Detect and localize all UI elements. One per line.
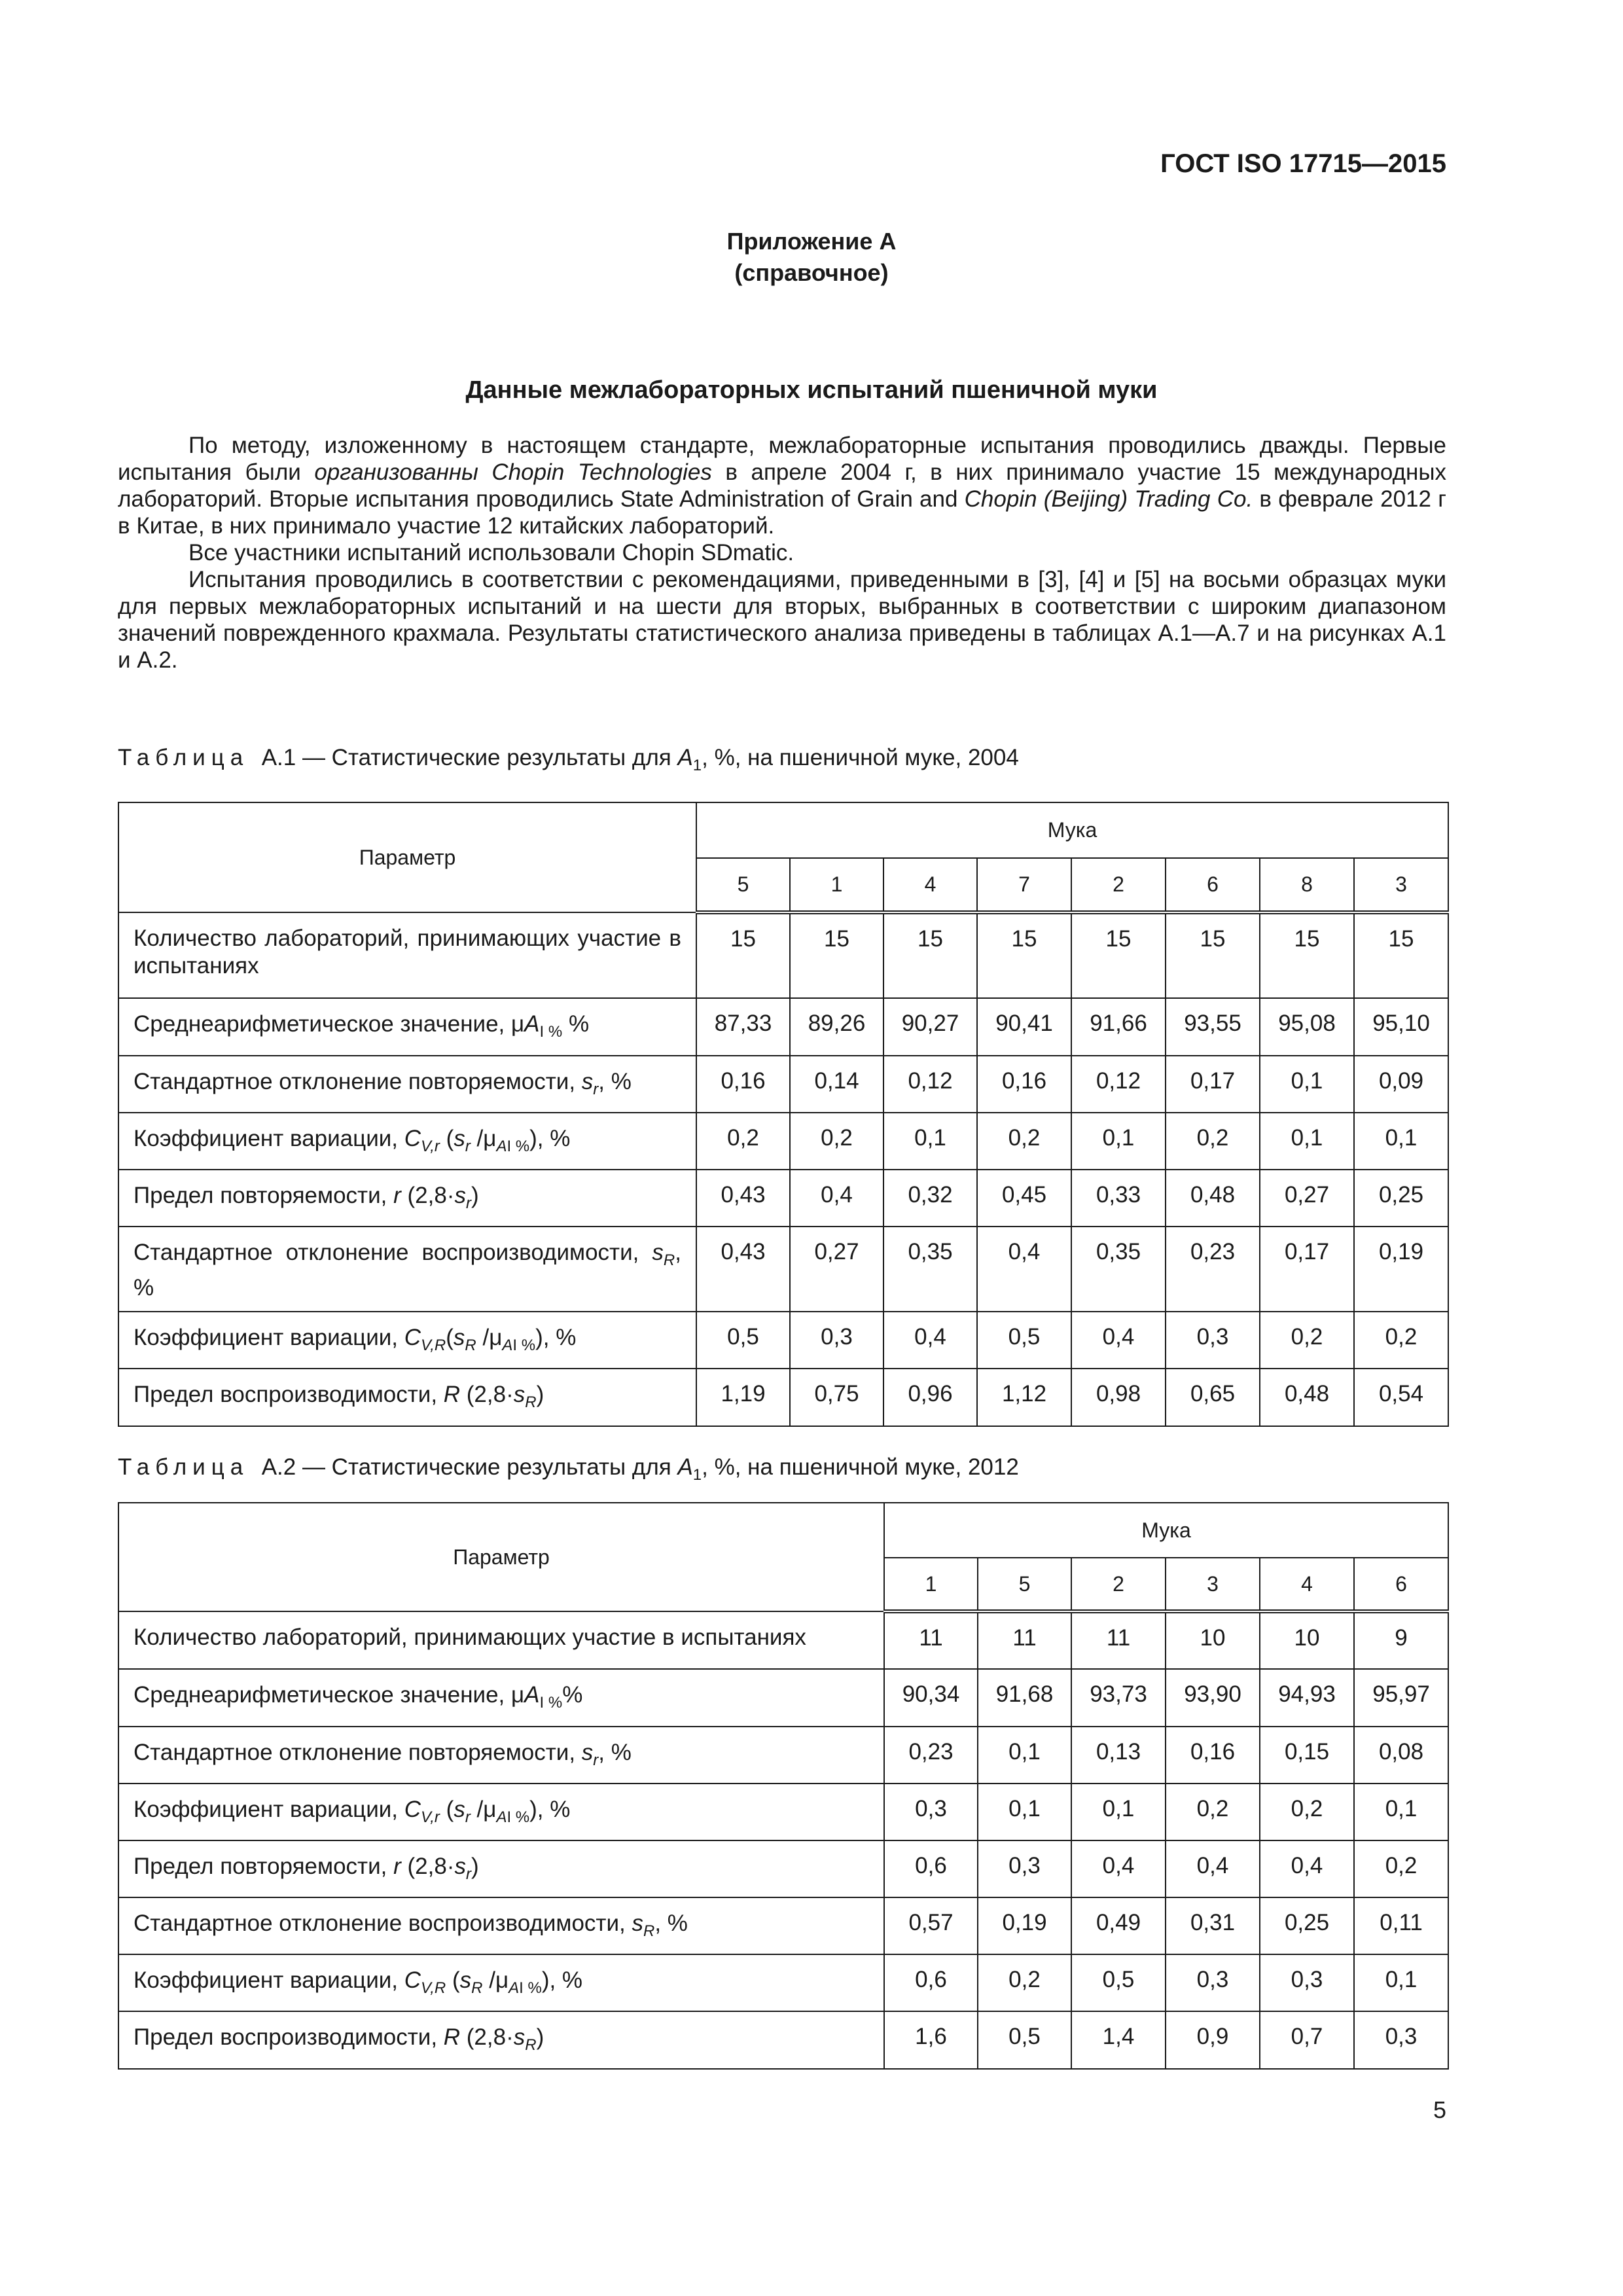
table2-param-header: Параметр: [118, 1503, 884, 1611]
standard-code: ГОСТ ISO 17715—2015: [1160, 149, 1446, 178]
table-row: Среднеарифметическое значение, $\mu A_{I \%}$ % 87,33 89,26 90,27 90,41 91,66 93,55 95,08 95,10: [118, 998, 1448, 1056]
table1-col-header: 4: [883, 858, 977, 912]
table-row: Стандартное отклонение повторяемости, $s_r$, % 0,23 0,1 0,13 0,16 0,15 0,08: [118, 1727, 1448, 1784]
table-row: Количество лабораторий, принимающих участие в испытаниях 11 11 11 10 10 9: [118, 1611, 1448, 1669]
table-row: Предел повторяемости, r $(2,8\cdot s_r)$ 0,6 0,3 0,4 0,4 0,4 0,2: [118, 1840, 1448, 1897]
table-a2: [118, 1502, 1449, 2070]
row-label: Среднеарифметическое значение, $\mu A_{I \%}$ %: [118, 998, 696, 1056]
table1-caption: Таблица А.1 — Статистические результаты для $A_1$, %, на пшеничной муке, 2004: [118, 745, 1019, 774]
table2-col-header: 1: [884, 1558, 978, 1611]
body-text: [118, 432, 1446, 673]
table1-group-header: Мука: [696, 802, 1448, 858]
row-label: Коэффициент вариации, $C_{V,R}$ ($s_R$ $/\mu_{AI \%}$), %: [118, 1954, 884, 2011]
table1-col-header: 7: [977, 858, 1071, 912]
table-row: Количество лабораторий, принимающих участие в испытаниях 15 15 15 15 15 15 15 15: [118, 912, 1448, 998]
table-row: Коэффициент вариации, $C_{V,r}$ ($s_r$ $/\mu_{AI \%}$), % 0,3 0,1 0,1 0,2 0,2 0,1: [118, 1784, 1448, 1840]
annex-subtitle: (справочное): [734, 259, 889, 286]
table1-col-header: 1: [790, 858, 883, 912]
table-row: Среднеарифметическое значение, $\mu A_{I \%}\%$ 90,34 91,68 93,73 93,90 94,93 95,97: [118, 1669, 1448, 1727]
table1-col-header: 2: [1071, 858, 1166, 912]
table-row: Предел воспроизводимости, R $(2,8\cdot s_R)$ 1,6 0,5 1,4 0,9 0,7 0,3: [118, 2011, 1448, 2069]
row-label: Стандартное отклонение повторяемости, $s_r$, %: [118, 1727, 884, 1784]
annex-heading: [0, 226, 1623, 289]
table2-col-header: 4: [1260, 1558, 1354, 1611]
row-label: Количество лабораторий, принимающих участие в испытаниях: [118, 912, 696, 998]
table2-group-header: Мука: [884, 1503, 1448, 1558]
table-row: Коэффициент вариации, $C_{V,R}$ ($s_R$ $/\mu_{AI \%}$), % 0,6 0,2 0,5 0,3 0,3 0,1: [118, 1954, 1448, 2011]
table-row: Стандартное отклонение повторяемости, $s_r$, % 0,16 0,14 0,12 0,16 0,12 0,17 0,1 0,09: [118, 1056, 1448, 1113]
row-label: Предел воспроизводимости, R $(2,8\cdot s_R)$: [118, 1369, 696, 1426]
table-a1: [118, 802, 1449, 1427]
row-label: Предел воспроизводимости, R $(2,8\cdot s_R)$: [118, 2011, 884, 2069]
row-label: Стандартное отклонение воспроизводимости, $s_R$, %: [118, 1227, 696, 1312]
table-row: Стандартное отклонение воспроизводимости, $s_R$, % 0,43 0,27 0,35 0,4 0,35 0,23 0,17 0,19: [118, 1227, 1448, 1312]
paragraph-1: По методу, изложенному в настоящем стандарте, межлабораторные испытания проводились дважды. Первые испытания были организованны Chopin Technologies в апреле 2004 г, в них принимало участие 15 международных лабораторий. Вторые испытания проводились State Administration of Grain and Chopin (Beijing) Trading Co. в феврале 2012 г в Китае, в них принимало участие 12 китайских лабораторий.: [118, 433, 1446, 539]
row-label: Стандартное отклонение воспроизводимости, $s_R$, %: [118, 1897, 884, 1954]
table2-col-header: 2: [1071, 1558, 1166, 1611]
table-row: Стандартное отклонение воспроизводимости, $s_R$, % 0,57 0,19 0,49 0,31 0,25 0,11: [118, 1897, 1448, 1954]
row-label: Предел повторяемости, r $(2,8\cdot s_r)$: [118, 1170, 696, 1227]
row-label: Количество лабораторий, принимающих участие в испытаниях: [118, 1611, 884, 1669]
paragraph-3: Испытания проводились в соответствии с рекомендациями, приведенными в [3], [4] и [5] на восьми образцах муки для первых межлабораторных испытаний и на шести для вторых, выбранных в соответствии с широким диапазоном значений поврежденного крахмала. Результаты статистического анализа приведены в таблицах А.1—А.7 и на рисунках А.1 и А.2.: [118, 567, 1446, 673]
document-title: Данные межлабораторных испытаний пшеничной муки: [465, 376, 1158, 404]
table1-col-header: 6: [1166, 858, 1260, 912]
table2-col-header: 6: [1354, 1558, 1448, 1611]
table-row: Предел повторяемости, r $(2,8\cdot s_r)$ 0,43 0,4 0,32 0,45 0,33 0,48 0,27 0,25: [118, 1170, 1448, 1227]
row-label: Стандартное отклонение повторяемости, $s_r$, %: [118, 1056, 696, 1113]
row-label: Предел повторяемости, r $(2,8\cdot s_r)$: [118, 1840, 884, 1897]
table1-col-header: 5: [696, 858, 790, 912]
table2-col-header: 5: [978, 1558, 1071, 1611]
table2-col-header: 3: [1166, 1558, 1260, 1611]
row-label: Коэффициент вариации, $C_{V,R}(s_R$ $/\mu_{AI \%}$), %: [118, 1312, 696, 1369]
table1-param-header: Параметр: [118, 802, 696, 912]
table1-col-header: 3: [1354, 858, 1448, 912]
page-number: 5: [1433, 2096, 1446, 2123]
table2-caption: Таблица А.2 — Статистические результаты для $A_1$, %, на пшеничной муке, 2012: [118, 1454, 1019, 1484]
paragraph-2: Все участники испытаний использовали Chopin SDmatic.: [188, 540, 794, 565]
row-label: Среднеарифметическое значение, $\mu A_{I \%}\%$: [118, 1669, 884, 1727]
row-label: Коэффициент вариации, $C_{V,r}$ ($s_r$ $/\mu_{AI \%}$), %: [118, 1784, 884, 1840]
table1-col-header: 8: [1260, 858, 1354, 912]
table-row: Предел воспроизводимости, R $(2,8\cdot s_R)$ 1,19 0,75 0,96 1,12 0,98 0,65 0,48 0,54: [118, 1369, 1448, 1426]
row-label: Коэффициент вариации, $C_{V,r}$ ($s_r$ $/\mu_{AI \%}$), %: [118, 1113, 696, 1170]
table-row: Коэффициент вариации, $C_{V,R}(s_R$ $/\mu_{AI \%}$), % 0,5 0,3 0,4 0,5 0,4 0,3 0,2 0,2: [118, 1312, 1448, 1369]
annex-title: Приложение А: [726, 228, 897, 255]
table-row: Коэффициент вариации, $C_{V,r}$ ($s_r$ $/\mu_{AI \%}$), % 0,2 0,2 0,1 0,2 0,1 0,2 0,1 0,1: [118, 1113, 1448, 1170]
